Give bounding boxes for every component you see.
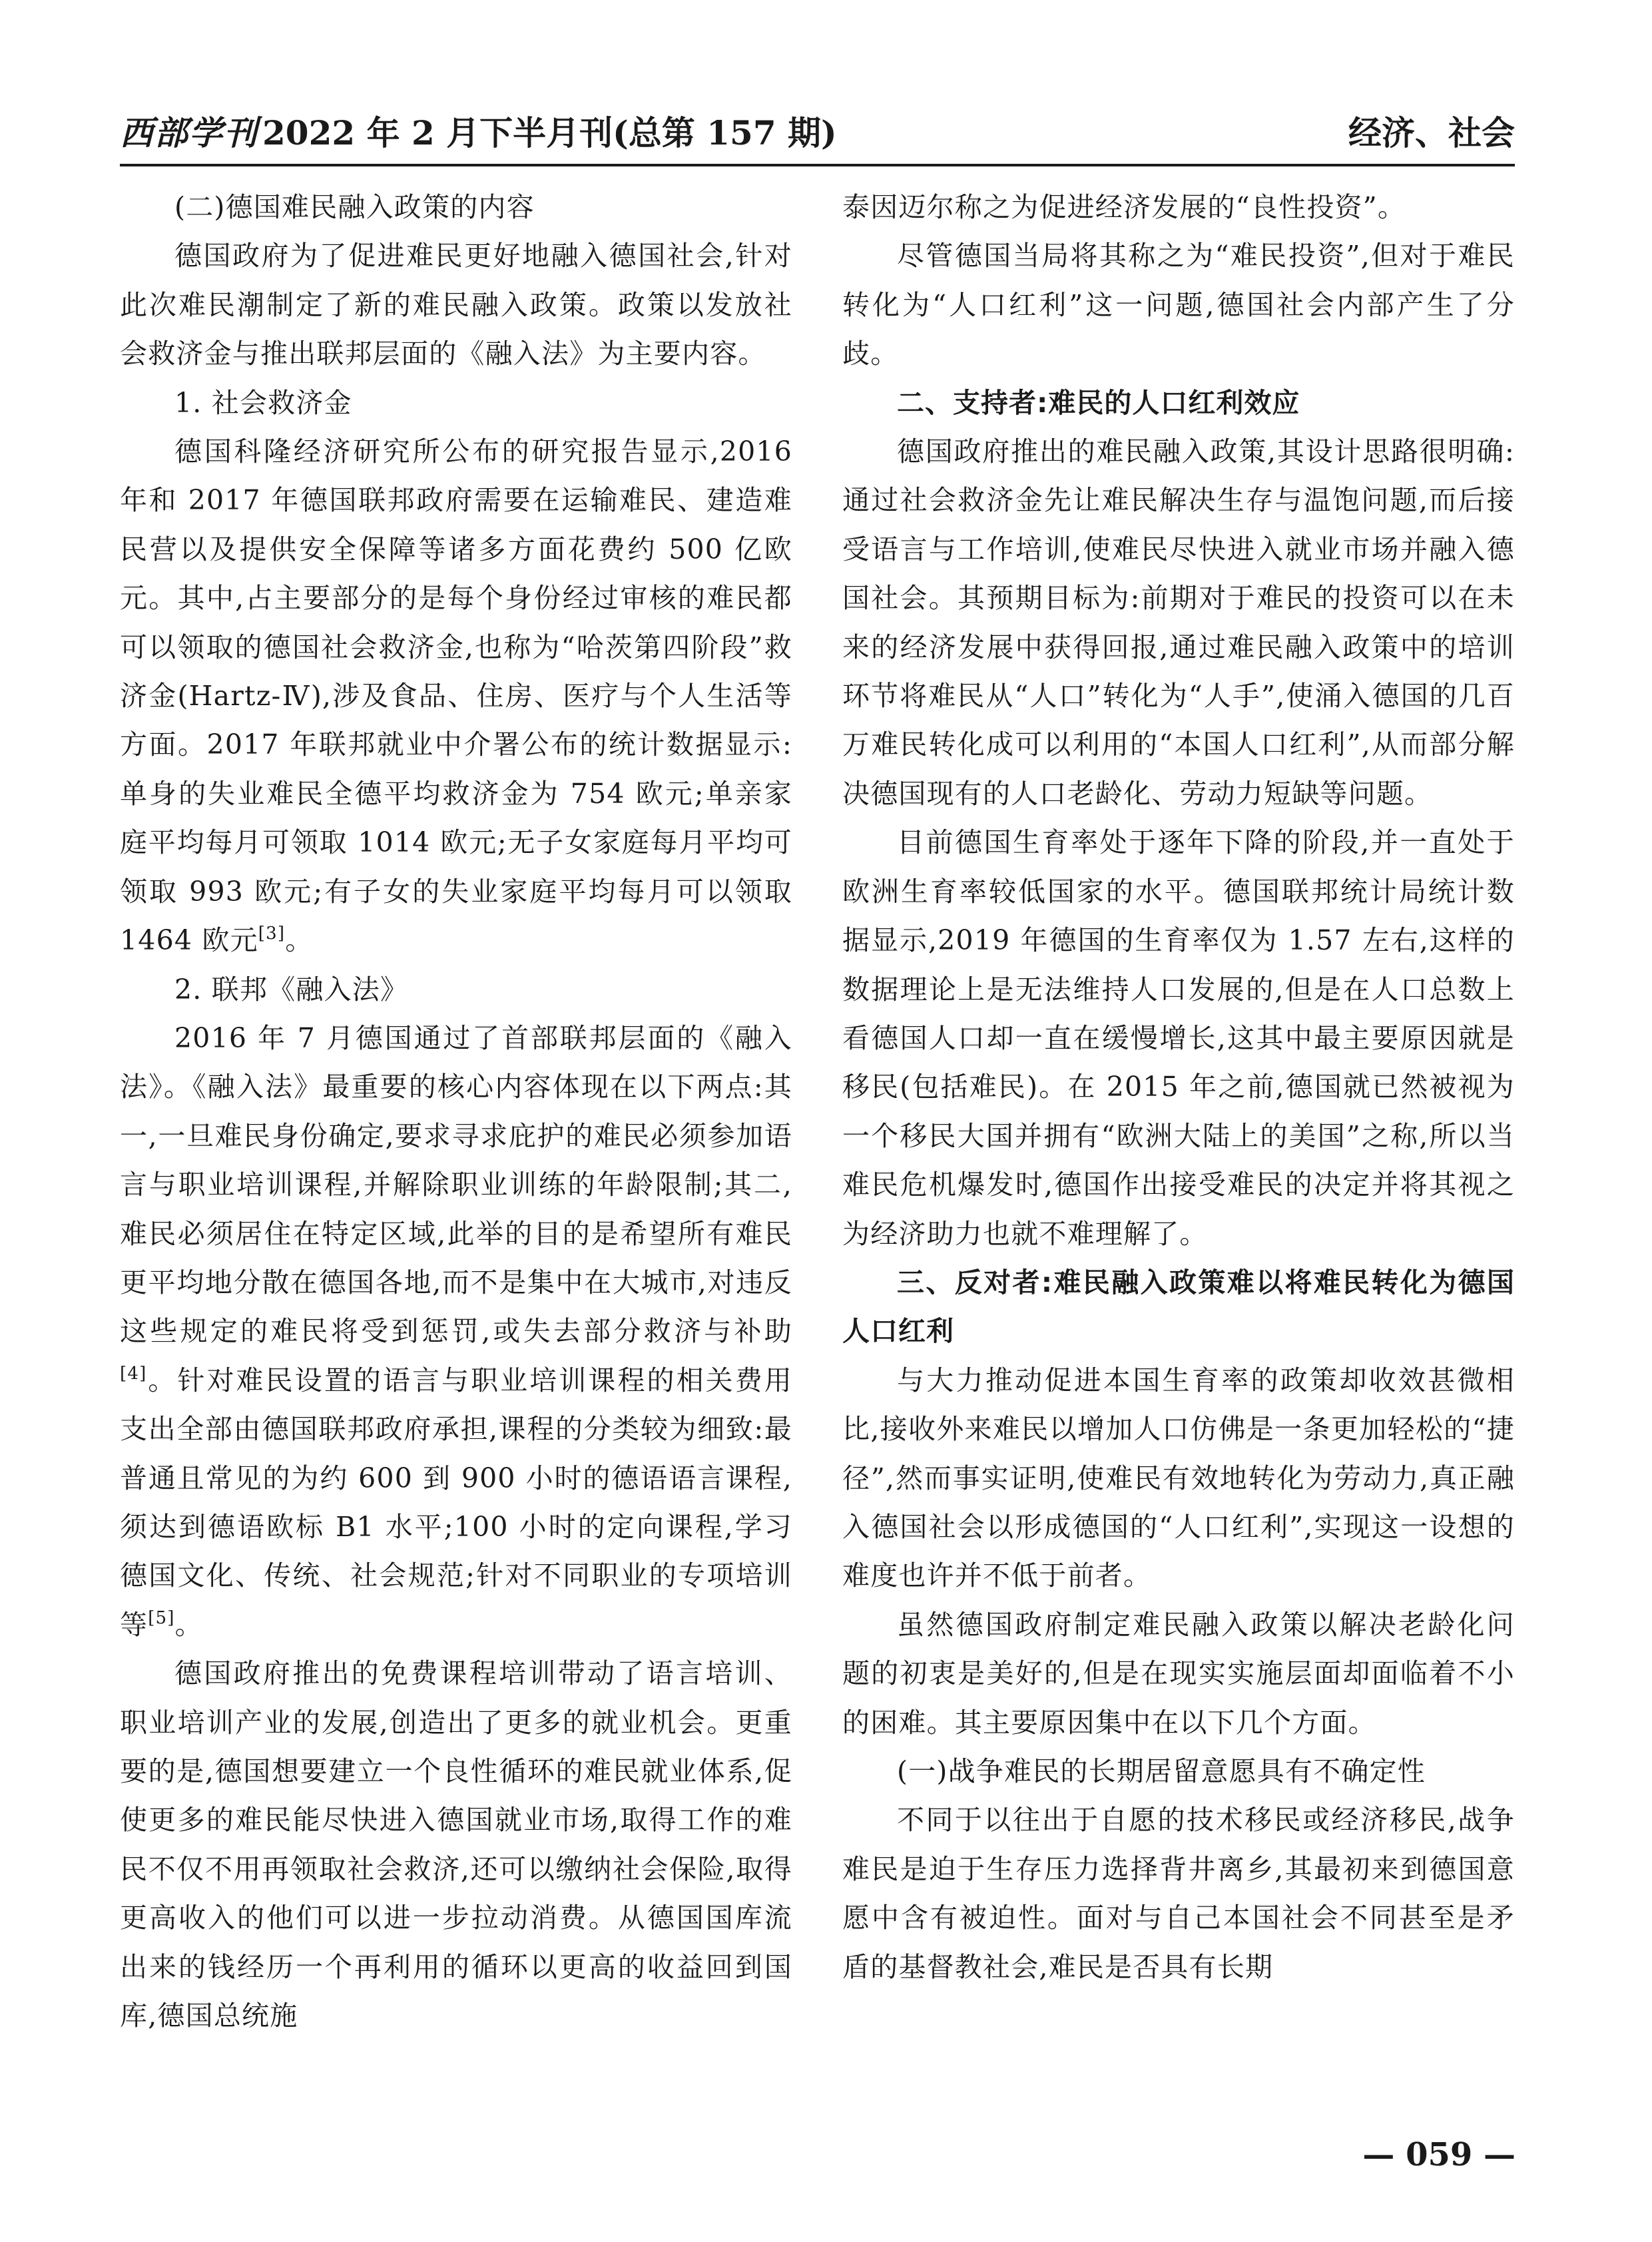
- section-heading: 二、支持者:难民的人口红利效应: [897, 386, 1300, 419]
- section-heading: 三、反对者:难民融入政策难以将难民转化为德国人口红利: [842, 1266, 1515, 1348]
- paragraph: 不同于以往出于自愿的技术移民或经济移民,战争难民是迫于生存压力选择背井离乡,其最初来到德国意愿中含有被迫性。面对与自己本国社会不同甚至是矛盾的基督教社会,难民是否具有长期: [842, 1804, 1515, 1983]
- paragraph: 泰因迈尔称之为促进经济发展的“良性投资”。: [842, 191, 1406, 223]
- citation: [3]: [258, 924, 286, 944]
- paragraph: 德国政府推出的免费课程培训带动了语言培训、职业培训产业的发展,创造出了更多的就业机会。更重要的是,德国想要建立一个良性循环的难民就业体系,促使更多的难民能尽快进入德国就业市场,取得工作的难民不仅不用再领取社会救济,还可以缴纳社会保险,取得更高收入的他们可以进一步拉动消费。从德国国库流出来的钱经历一个再利用的循环以更高的收益回到国库,德国总统施: [120, 1657, 792, 2032]
- paragraph: 虽然德国政府制定难民融入政策以解决老龄化问题的初衷是美好的,但是在现实实施层面却面临着不小的困难。其主要原因集中在以下几个方面。: [842, 1608, 1515, 1739]
- subsection-heading: (二)德国难民融入政策的内容: [174, 191, 535, 223]
- paragraph: 目前德国生育率处于逐年下降的阶段,并一直处于欧洲生育率较低国家的水平。德国联邦统计局统计数据显示,2019 年德国的生育率仅为 1.57 左右,这样的数据理论上是无法维持人口发展的,但是在人口总数上看德国人口却一直在缓慢增长,这其中最主要原因就是移民(包括难民)。在 2015 年之前,德国就已然被视为一个移民大国并拥有“欧洲大陆上的美国”之称,所以当难民危机爆发时,德国作出接受难民的决定并将其视之为经济助力也就不难理解了。: [842, 826, 1515, 1250]
- paragraph: 德国科隆经济研究所公布的研究报告显示,2016 年和 2017 年德国联邦政府需要在运输难民、建造难民营以及提供安全保障等诸多方面花费约 500 亿欧元。其中,占主要部分的是每个身份经过审核的难民都可以领取的德国社会救济金,也称为“哈茨第四阶段”救济金(Hartz-Ⅳ),涉及食品、住房、医疗与个人生活等方面。2017 年联邦就业中介署公布的统计数据显示:单身的失业难民全德平均救济金为 754 欧元;单亲家庭平均每月可领取 1014 欧元;无子女家庭每月平均可领取 993 欧元;有子女的失业家庭平均每月可以领取 1464 欧元[3]。: [120, 435, 792, 957]
- right-column: [842, 183, 1515, 1992]
- page-number: — 059 —: [1362, 2136, 1515, 2173]
- subsection-heading: (一)战争难民的长期居留意愿具有不确定性: [897, 1755, 1426, 1787]
- paragraph: 尽管德国当局将其称之为“难民投资”,但对于难民转化为“人口红利”这一问题,德国社会内部产生了分歧。: [842, 240, 1515, 370]
- subsection-heading: 1. 社会救济金: [174, 386, 352, 419]
- citation: [4]: [120, 1363, 147, 1384]
- journal-logo: 西部学刊: [120, 113, 258, 152]
- section-label: 经济、社会: [1348, 114, 1515, 152]
- paragraph: 德国政府推出的难民融入政策,其设计思路很明确:通过社会救济金先让难民解决生存与温饱问题,而后接受语言与工作培训,使难民尽快进入就业市场并融入德国社会。其预期目标为:前期对于难民的投资可以在未来的经济发展中获得回报,通过难民融入政策中的培训环节将难民从“人口”转化为“人手”,使涌入德国的几百万难民转化成可以利用的“本国人口红利”,从而部分解决德国现有的人口老龄化、劳动力短缺等问题。: [842, 435, 1515, 810]
- paragraph: 与大力推动促进本国生育率的政策却收效甚微相比,接收外来难民以增加人口仿佛是一条更加轻松的“捷径”,然而事实证明,使难民有效地转化为劳动力,真正融入德国社会以形成德国的“人口红利”,实现这一设想的难度也许并不低于前者。: [842, 1364, 1515, 1592]
- issue-label: 2022 年 2 月下半月刊(总第 157 期): [262, 113, 837, 152]
- left-column: [120, 183, 792, 2040]
- paragraph: 2016 年 7 月德国通过了首部联邦层面的《融入法》。《融入法》最重要的核心内容体现在以下两点:其一,一旦难民身份确定,要求寻求庇护的难民必须参加语言与职业培训课程,并解除职业训练的年龄限制;其二,难民必须居住在特定区域,此举的目的是希望所有难民更平均地分散在德国各地,而不是集中在大城市,对违反这些规定的难民将受到惩罚,或失去部分救济与补助[4]。针对难民设置的语言与职业培训课程的相关费用支出全部由德国联邦政府承担,课程的分类较为细致:最普通且常见的为约 600 到 900 小时的德语语言课程,须达到德语欧标 B1 水平;100 小时的定向课程,学习德国文化、传统、社会规范;针对不同职业的专项培训等[5]。: [120, 1021, 792, 1641]
- citation: [5]: [148, 1607, 175, 1628]
- journal-issue: [120, 107, 837, 154]
- running-header: [120, 100, 1515, 166]
- subsection-heading: 2. 联邦《融入法》: [174, 973, 409, 1005]
- paragraph: 德国政府为了促进难民更好地融入德国社会,针对此次难民潮制定了新的难民融入政策。政策以发放社会救济金与推出联邦层面的《融入法》为主要内容。: [120, 240, 792, 370]
